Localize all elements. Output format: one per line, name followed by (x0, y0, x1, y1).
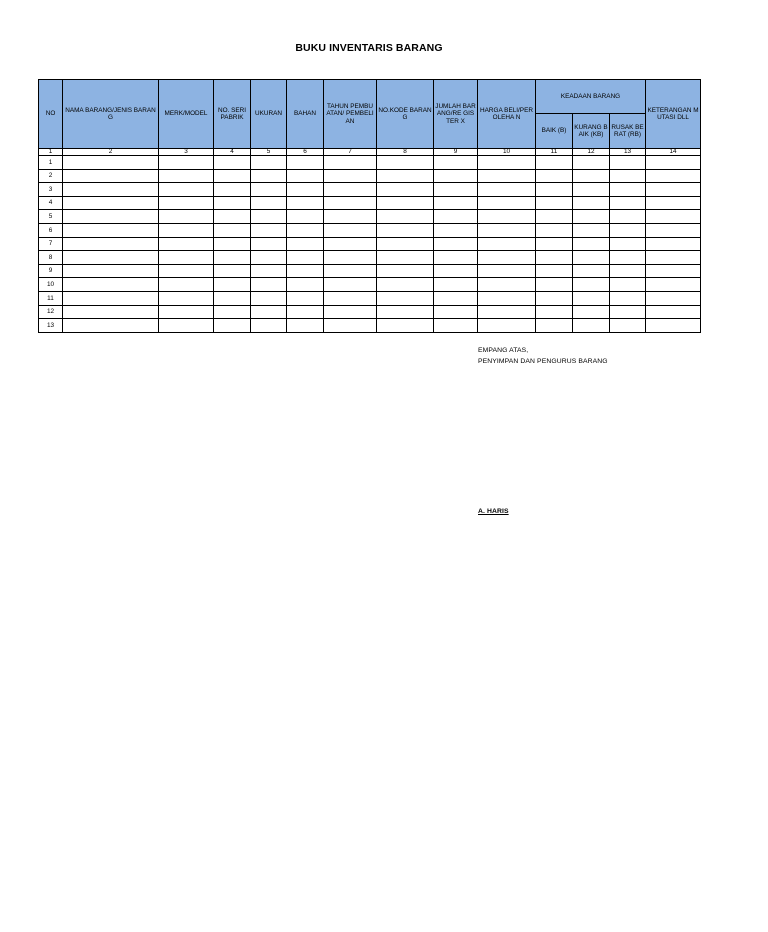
header-rusak-berat: RUSAK BERAT (RB) (610, 114, 646, 149)
table-cell[interactable] (159, 169, 214, 183)
table-cell[interactable] (324, 210, 377, 224)
table-cell[interactable] (324, 183, 377, 197)
table-cell[interactable] (377, 278, 434, 292)
column-number-cell: 14 (646, 149, 701, 156)
table-cell[interactable] (646, 305, 701, 319)
table-cell[interactable] (434, 264, 478, 278)
table-cell[interactable] (646, 237, 701, 251)
table-cell[interactable] (251, 237, 287, 251)
table-cell[interactable] (573, 237, 610, 251)
table-cell[interactable] (434, 169, 478, 183)
table-cell[interactable] (287, 156, 324, 170)
row-number-cell: 7 (39, 237, 63, 251)
table-row (39, 305, 701, 319)
table-cell[interactable] (478, 319, 536, 333)
row-number-cell: 1 (39, 156, 63, 170)
table-cell[interactable] (287, 237, 324, 251)
column-number-cell: 13 (610, 149, 646, 156)
table-cell[interactable] (573, 251, 610, 265)
table-cell[interactable] (478, 278, 536, 292)
table-cell[interactable] (63, 196, 159, 210)
column-number-cell: 4 (214, 149, 251, 156)
table-cell[interactable] (63, 319, 159, 333)
header-tahun: TAHUN PEMBUATAN/ PEMBELIAN (324, 80, 377, 149)
header-kurang-baik: KURANG BAIK (KB) (573, 114, 610, 149)
table-cell[interactable] (573, 291, 610, 305)
table-cell[interactable] (159, 291, 214, 305)
column-number-cell: 7 (324, 149, 377, 156)
table-cell[interactable] (251, 169, 287, 183)
row-number-cell: 11 (39, 291, 63, 305)
table-cell[interactable] (251, 223, 287, 237)
table-cell[interactable] (214, 223, 251, 237)
table-cell[interactable] (214, 169, 251, 183)
table-cell[interactable] (573, 305, 610, 319)
table-cell[interactable] (324, 223, 377, 237)
table-cell[interactable] (377, 210, 434, 224)
table-cell[interactable] (377, 305, 434, 319)
table-cell[interactable] (573, 319, 610, 333)
table-cell[interactable] (287, 319, 324, 333)
table-cell[interactable] (610, 305, 646, 319)
table-cell[interactable] (159, 251, 214, 265)
table-cell[interactable] (63, 278, 159, 292)
table-cell[interactable] (214, 251, 251, 265)
table-row (39, 264, 701, 278)
table-cell[interactable] (287, 305, 324, 319)
table-cell[interactable] (324, 264, 377, 278)
table-cell[interactable] (478, 264, 536, 278)
table-cell[interactable] (287, 291, 324, 305)
table-cell[interactable] (377, 251, 434, 265)
table-cell[interactable] (324, 319, 377, 333)
table-cell[interactable] (478, 183, 536, 197)
table-cell[interactable] (610, 291, 646, 305)
table-cell[interactable] (573, 210, 610, 224)
table-cell[interactable] (287, 278, 324, 292)
table-cell[interactable] (434, 319, 478, 333)
table-cell[interactable] (478, 169, 536, 183)
table-cell[interactable] (536, 169, 573, 183)
table-cell[interactable] (324, 251, 377, 265)
table-row (39, 169, 701, 183)
column-number-cell: 9 (434, 149, 478, 156)
table-cell[interactable] (214, 237, 251, 251)
table-row (39, 210, 701, 224)
header-jumlah: JUMLAH BARANG/RE GISTER X (434, 80, 478, 149)
table-cell[interactable] (434, 210, 478, 224)
table-cell[interactable] (159, 319, 214, 333)
table-row (39, 278, 701, 292)
table-cell[interactable] (377, 169, 434, 183)
table-cell[interactable] (646, 251, 701, 265)
table-cell[interactable] (63, 251, 159, 265)
table-cell[interactable] (573, 278, 610, 292)
table-cell[interactable] (324, 196, 377, 210)
table-cell[interactable] (646, 319, 701, 333)
header-ukuran: UKURAN (251, 80, 287, 149)
table-cell[interactable] (646, 278, 701, 292)
table-row (39, 196, 701, 210)
table-cell[interactable] (573, 196, 610, 210)
table-cell[interactable] (536, 278, 573, 292)
table-cell[interactable] (251, 319, 287, 333)
header-no: NO (39, 80, 63, 149)
table-cell[interactable] (63, 291, 159, 305)
column-number-cell: 1 (39, 149, 63, 156)
table-cell[interactable] (536, 264, 573, 278)
table-cell[interactable] (159, 278, 214, 292)
table-cell[interactable] (251, 291, 287, 305)
table-cell[interactable] (610, 169, 646, 183)
table-cell[interactable] (536, 237, 573, 251)
table-cell[interactable] (610, 156, 646, 170)
header-baik: BAIK (B) (536, 114, 573, 149)
table-cell[interactable] (573, 264, 610, 278)
table-cell[interactable] (251, 251, 287, 265)
table-cell[interactable] (287, 196, 324, 210)
header-kode-barang: NO.KODE BARANG (377, 80, 434, 149)
header-keadaan-barang: KEADAAN BARANG (536, 80, 646, 114)
table-cell[interactable] (251, 183, 287, 197)
table-cell[interactable] (536, 156, 573, 170)
header-keterangan: KETERANGAN MUTASI DLL (646, 80, 701, 149)
table-cell[interactable] (159, 156, 214, 170)
table-cell[interactable] (536, 196, 573, 210)
row-number-cell: 2 (39, 169, 63, 183)
row-number-cell: 4 (39, 196, 63, 210)
column-number-row (39, 149, 701, 156)
table-cell[interactable] (646, 264, 701, 278)
table-cell[interactable] (478, 156, 536, 170)
table-cell[interactable] (536, 251, 573, 265)
table-cell[interactable] (287, 251, 324, 265)
table-cell[interactable] (536, 305, 573, 319)
column-number-cell: 2 (63, 149, 159, 156)
table-cell[interactable] (324, 278, 377, 292)
table-row (39, 319, 701, 333)
table-cell[interactable] (478, 196, 536, 210)
table-cell[interactable] (434, 183, 478, 197)
table-cell[interactable] (377, 264, 434, 278)
table-cell[interactable] (63, 156, 159, 170)
column-number-cell: 6 (287, 149, 324, 156)
table-cell[interactable] (478, 223, 536, 237)
table-cell[interactable] (434, 278, 478, 292)
header-harga: HARGA BELI/PEROLEHA N (478, 80, 536, 149)
signature-name: A. HARIS (478, 508, 509, 515)
table-cell[interactable] (646, 210, 701, 224)
table-row (39, 251, 701, 265)
table-cell[interactable] (377, 319, 434, 333)
table-cell[interactable] (646, 223, 701, 237)
table-cell[interactable] (214, 183, 251, 197)
table-cell[interactable] (324, 169, 377, 183)
column-number-cell: 8 (377, 149, 434, 156)
table-cell[interactable] (478, 210, 536, 224)
table-cell[interactable] (159, 305, 214, 319)
table-cell[interactable] (434, 291, 478, 305)
signature-role: PENYIMPAN DAN PENGURUS BARANG (478, 358, 608, 365)
table-cell[interactable] (159, 183, 214, 197)
table-cell[interactable] (646, 169, 701, 183)
row-number-cell: 5 (39, 210, 63, 224)
table-cell[interactable] (159, 196, 214, 210)
table-cell[interactable] (214, 278, 251, 292)
table-cell[interactable] (536, 319, 573, 333)
header-bahan: BAHAN (287, 80, 324, 149)
header-merk-model: MERK/MODEL (159, 80, 214, 149)
table-cell[interactable] (536, 183, 573, 197)
table-cell[interactable] (610, 278, 646, 292)
row-number-cell: 8 (39, 251, 63, 265)
row-number-cell: 12 (39, 305, 63, 319)
table-cell[interactable] (478, 237, 536, 251)
table-cell[interactable] (434, 251, 478, 265)
table-cell[interactable] (610, 237, 646, 251)
table-cell[interactable] (646, 156, 701, 170)
column-number-cell: 5 (251, 149, 287, 156)
table-cell[interactable] (478, 291, 536, 305)
table-cell[interactable] (287, 264, 324, 278)
table-cell[interactable] (610, 264, 646, 278)
header-row-top (39, 80, 701, 114)
table-cell[interactable] (214, 156, 251, 170)
table-cell[interactable] (287, 169, 324, 183)
signature-place: EMPANG ATAS, (478, 347, 529, 354)
table-cell[interactable] (434, 237, 478, 251)
header-nama-barang: NAMA BARANG/JENIS BARANG (63, 80, 159, 149)
table-cell[interactable] (251, 264, 287, 278)
table-cell[interactable] (377, 196, 434, 210)
table-cell[interactable] (478, 251, 536, 265)
table-cell[interactable] (434, 305, 478, 319)
column-number-cell: 10 (478, 149, 536, 156)
table-cell[interactable] (214, 319, 251, 333)
table-cell[interactable] (214, 196, 251, 210)
table-cell[interactable] (63, 223, 159, 237)
table-cell[interactable] (377, 291, 434, 305)
table-cell[interactable] (159, 210, 214, 224)
column-number-cell: 11 (536, 149, 573, 156)
table-cell[interactable] (377, 183, 434, 197)
table-cell[interactable] (324, 291, 377, 305)
table-cell[interactable] (610, 251, 646, 265)
table-row (39, 291, 701, 305)
table-cell[interactable] (63, 183, 159, 197)
row-number-cell: 9 (39, 264, 63, 278)
table-cell[interactable] (63, 210, 159, 224)
table-cell[interactable] (377, 237, 434, 251)
table-cell[interactable] (478, 305, 536, 319)
table-cell[interactable] (536, 210, 573, 224)
table-cell[interactable] (287, 183, 324, 197)
table-cell[interactable] (646, 196, 701, 210)
table-row (39, 156, 701, 170)
table-cell[interactable] (63, 264, 159, 278)
table-cell[interactable] (573, 169, 610, 183)
table-cell[interactable] (287, 210, 324, 224)
table-cell[interactable] (63, 169, 159, 183)
table-row (39, 223, 701, 237)
row-number-cell: 13 (39, 319, 63, 333)
table-cell[interactable] (610, 196, 646, 210)
table-cell[interactable] (251, 305, 287, 319)
table-cell[interactable] (63, 237, 159, 251)
row-number-cell: 6 (39, 223, 63, 237)
table-cell[interactable] (536, 291, 573, 305)
table-cell[interactable] (159, 264, 214, 278)
table-cell[interactable] (251, 156, 287, 170)
table-cell[interactable] (610, 183, 646, 197)
table-cell[interactable] (573, 156, 610, 170)
table-cell[interactable] (610, 210, 646, 224)
row-number-cell: 3 (39, 183, 63, 197)
inventory-table (38, 79, 701, 333)
table-cell[interactable] (251, 196, 287, 210)
document-title: BUKU INVENTARIS BARANG (295, 42, 443, 54)
table-cell[interactable] (646, 183, 701, 197)
table-cell[interactable] (434, 156, 478, 170)
column-number-cell: 3 (159, 149, 214, 156)
table-cell[interactable] (377, 156, 434, 170)
table-cell[interactable] (610, 223, 646, 237)
header-no-seri: NO. SERI PABRIK (214, 80, 251, 149)
table-cell[interactable] (214, 305, 251, 319)
row-number-cell: 10 (39, 278, 63, 292)
table-cell[interactable] (251, 278, 287, 292)
table-cell[interactable] (287, 223, 324, 237)
table-cell[interactable] (434, 196, 478, 210)
table-cell[interactable] (434, 223, 478, 237)
table-row (39, 183, 701, 197)
table-cell[interactable] (573, 183, 610, 197)
table-cell[interactable] (251, 210, 287, 224)
table-cell[interactable] (214, 291, 251, 305)
table-cell[interactable] (646, 291, 701, 305)
table-cell[interactable] (324, 305, 377, 319)
table-row (39, 237, 701, 251)
table-cell[interactable] (573, 223, 610, 237)
column-number-cell: 12 (573, 149, 610, 156)
table-cell[interactable] (63, 305, 159, 319)
table-cell[interactable] (214, 210, 251, 224)
table-cell[interactable] (536, 223, 573, 237)
table-cell[interactable] (324, 156, 377, 170)
table-cell[interactable] (159, 223, 214, 237)
table-cell[interactable] (377, 223, 434, 237)
table-cell[interactable] (214, 264, 251, 278)
table-cell[interactable] (324, 237, 377, 251)
table-cell[interactable] (159, 237, 214, 251)
table-cell[interactable] (610, 319, 646, 333)
